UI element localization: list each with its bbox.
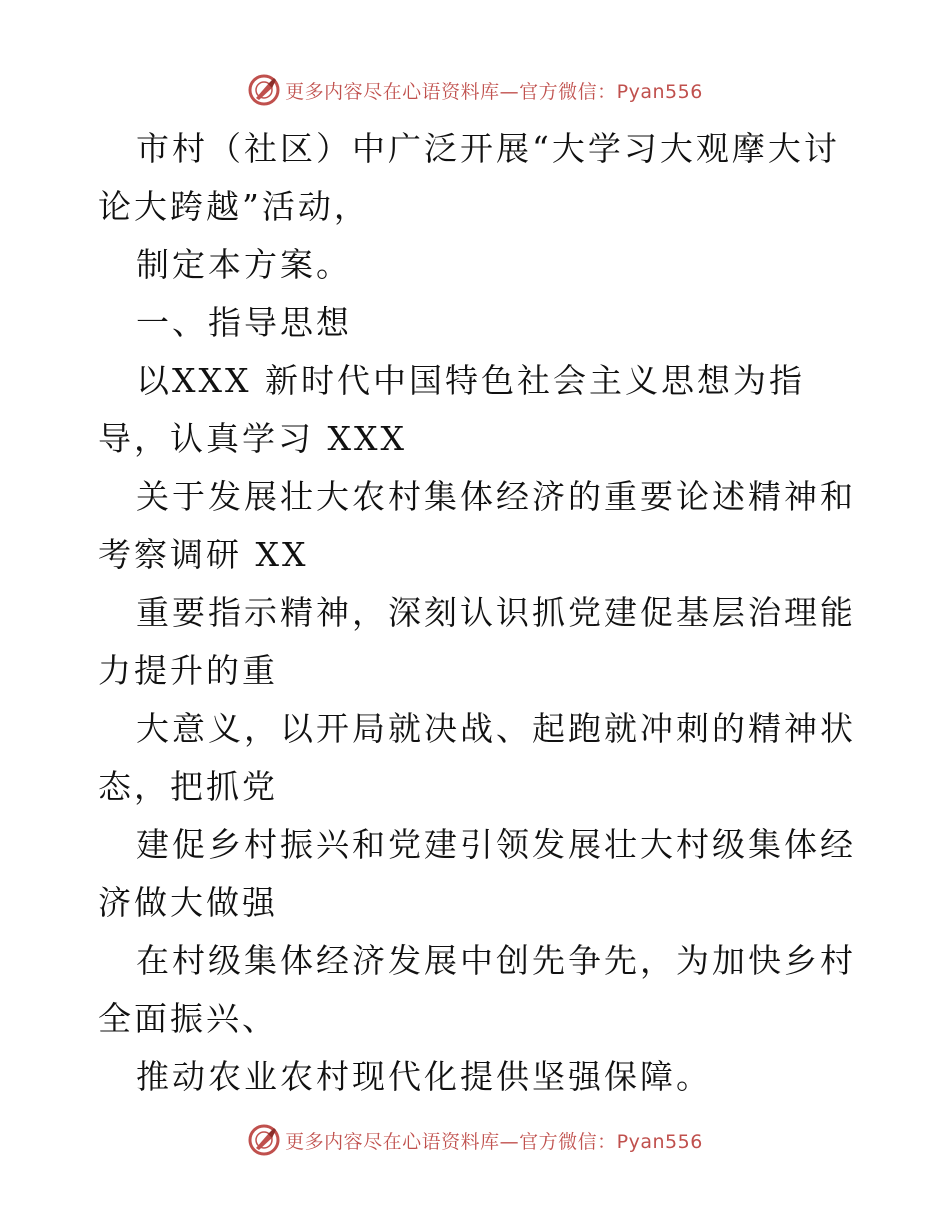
watermark-text: 更多内容尽在心语资料库—官方微信：Pyan556 — [285, 80, 703, 103]
header-watermark-banner — [0, 70, 950, 110]
paragraph-8: 在村级集体经济发展中创先争先，为加快乡村全面振兴、 — [98, 941, 856, 1038]
paragraph-3: 以XXX 新时代中国特色社会主义思想为指导，认真学习 XXX — [98, 361, 805, 458]
watermark-text: 更多内容尽在心语资料库—官方微信：Pyan556 — [285, 1130, 703, 1153]
paragraph-9: 推动农业农村现代化提供坚强保障。 — [136, 1057, 712, 1096]
pen-nib-logo-icon — [247, 1123, 281, 1157]
paragraph-7: 建促乡村振兴和党建引领发展壮大村级集体经济做大做强 — [98, 825, 856, 922]
footer-watermark-banner — [0, 1120, 950, 1160]
paragraph-5: 重要指示精神，深刻认识抓党建促基层治理能力提升的重 — [98, 593, 856, 690]
paragraph-2: 制定本方案。 — [136, 245, 352, 284]
section-heading: 一、指导思想 — [136, 303, 352, 342]
paragraph-4: 关于发展壮大农村集体经济的重要论述精神和考察调研 XX — [98, 477, 856, 574]
paragraph-1: 市村（社区）中广泛开展“大学习大观摩大讨论大跨越”活动， — [98, 129, 840, 226]
pen-nib-logo-icon — [247, 73, 281, 107]
paragraph-6: 大意义，以开局就决战、起跑就冲刺的精神状态，把抓党 — [98, 709, 856, 806]
document-body — [98, 120, 858, 1106]
